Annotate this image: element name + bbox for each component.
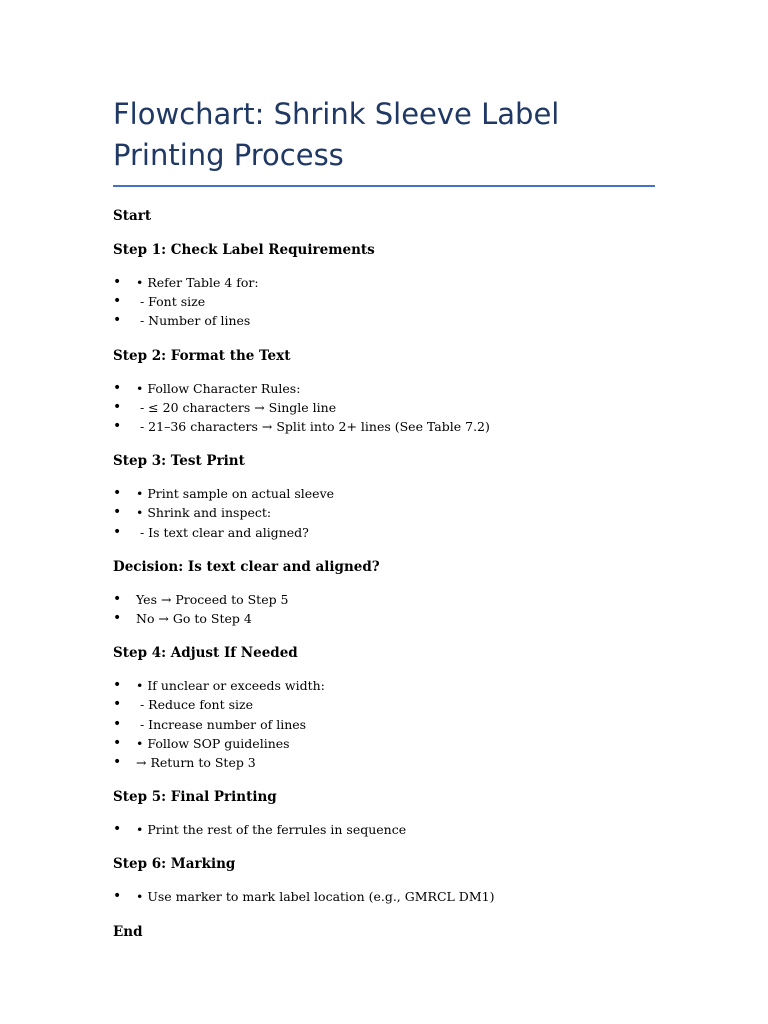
list-item: • • Refer Table 4 for: [113, 273, 655, 292]
list-item: • • Use marker to mark label location (e.g., GMRCL DM1) [113, 887, 655, 906]
step-2-list [113, 379, 655, 437]
step-6-section [113, 855, 655, 906]
list-item: • - Reduce font size [113, 695, 655, 714]
start-label: Start [113, 208, 152, 224]
list-item: • • Follow Character Rules: [113, 379, 655, 398]
step-3-section [113, 452, 655, 542]
list-item: • • If unclear or exceeds width: [113, 676, 655, 695]
step-1-heading: Step 1: Check Label Requirements [113, 242, 375, 258]
document-title: Flowchart: Shrink Sleeve Label Printing Process [113, 94, 655, 187]
list-item: • Yes → Proceed to Step 5 [113, 590, 655, 609]
step-2-heading: Step 2: Format the Text [113, 347, 291, 364]
step-2-section [113, 347, 655, 437]
decision-section [113, 558, 655, 628]
list-item: • - Increase number of lines [113, 715, 655, 734]
list-item: • No → Go to Step 4 [113, 609, 655, 628]
step-6-heading: Step 6: Marking [113, 856, 236, 873]
list-item: • • Follow SOP guidelines [113, 734, 655, 753]
document-page [113, 94, 655, 941]
step-1-section [113, 241, 655, 331]
list-item: • • Print sample on actual sleeve [113, 484, 655, 503]
decision-heading: Decision: Is text clear and aligned? [113, 558, 380, 575]
step-6-list [113, 887, 655, 906]
list-item: • - Font size [113, 292, 655, 311]
list-item: • • Shrink and inspect: [113, 503, 655, 522]
list-item: • - ≤ 20 characters → Single line [113, 398, 655, 417]
end-label: End [113, 923, 143, 940]
step-4-heading: Step 4: Adjust If Needed [113, 645, 298, 662]
step-5-list [113, 820, 655, 839]
list-item: • - Number of lines [113, 311, 655, 330]
list-item: • → Return to Step 3 [113, 753, 655, 772]
list-item: • - 21–36 characters → Split into 2+ lines (See Table 7.2) [113, 417, 655, 436]
step-1-list [113, 273, 655, 331]
list-item: • • Print the rest of the ferrules in sequence [113, 820, 655, 839]
list-item: • - Is text clear and aligned? [113, 523, 655, 542]
step-5-section [113, 788, 655, 839]
step-4-list [113, 676, 655, 772]
step-3-heading: Step 3: Test Print [113, 453, 245, 470]
step-3-list [113, 484, 655, 542]
step-4-section [113, 644, 655, 772]
decision-list [113, 590, 655, 628]
step-5-heading: Step 5: Final Printing [113, 789, 277, 806]
